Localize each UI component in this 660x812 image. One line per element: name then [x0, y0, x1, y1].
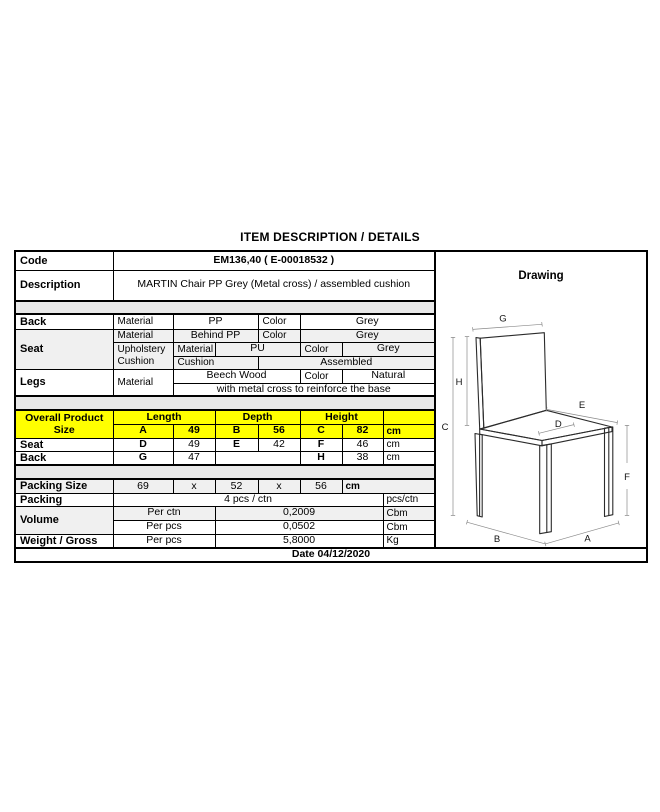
back-label: Back — [15, 314, 113, 329]
dim-line-G — [473, 322, 543, 332]
dim-label-c: C — [441, 422, 449, 433]
packing-size-x2: x — [258, 479, 300, 493]
dim-line-H — [465, 337, 469, 426]
packing-size-v2: 52 — [215, 479, 258, 493]
dim-label-e: E — [578, 400, 586, 411]
upholstery-color-value: Grey — [342, 342, 435, 356]
back-height-key: H — [300, 451, 342, 465]
size-seat-label: Seat — [15, 438, 113, 451]
volume-pcs-value: 0,0502 — [215, 520, 383, 534]
seat-size-unit: cm — [383, 438, 435, 451]
legs-label: Legs — [15, 369, 113, 396]
seat-material-value: Behind PP — [173, 329, 258, 342]
chair-backrest — [480, 333, 546, 429]
dim-line-B — [466, 520, 546, 546]
size-header-label: Overall Product Size — [15, 410, 113, 438]
seat-depth-value: 42 — [258, 438, 300, 451]
back-size-empty — [215, 451, 300, 465]
packing-label: Packing — [15, 493, 113, 506]
dim-line-A — [545, 521, 619, 544]
seat-height-value: 46 — [342, 438, 383, 451]
cushion-value: Assembled — [258, 356, 435, 369]
date-row — [15, 548, 647, 562]
size-depth-header: Depth — [215, 410, 300, 424]
legs-color-value: Natural — [342, 369, 435, 383]
size-back-label: Back — [15, 451, 113, 465]
chair-backrest-side-edge — [476, 338, 484, 429]
volume-pcs-unit: Cbm — [383, 520, 435, 534]
legs-color-label: Color — [300, 369, 342, 383]
spacer — [15, 396, 435, 410]
chair-leg-front — [540, 444, 552, 534]
seat-height-key: F — [300, 438, 342, 451]
packing-size-v3: 56 — [300, 479, 342, 493]
back-color-value: Grey — [300, 314, 435, 329]
upholstery-line2: Cushion — [117, 355, 155, 367]
chair-seat-edge-left — [480, 429, 542, 446]
weight-pcs-label: Per pcs — [113, 534, 215, 548]
drawing-title: Drawing — [518, 270, 564, 282]
back-material-label: Material — [113, 314, 173, 329]
packing-size-unit: cm — [342, 479, 435, 493]
packing-value: 4 pcs / ctn — [113, 493, 383, 506]
chair-drawing — [436, 252, 647, 548]
spacer — [15, 301, 435, 314]
size-header-empty — [383, 410, 435, 424]
description-value: MARTIN Chair PP Grey (Metal cross) / assembled cushion — [113, 270, 435, 301]
back-size-unit: cm — [383, 451, 435, 465]
code-value: EM136,40 ( E-00018532 ) — [113, 251, 435, 270]
seat-length-value: 49 — [173, 438, 215, 451]
weight-label: Weight / Gross — [15, 534, 113, 548]
volume-ctn-unit: Cbm — [383, 506, 435, 520]
legs-material-label: Material — [113, 369, 173, 396]
upholstery-color-label: Color — [300, 342, 342, 356]
back-material-value: PP — [173, 314, 258, 329]
chair-leg-left — [475, 434, 482, 518]
volume-ctn-value: 0,2009 — [215, 506, 383, 520]
seat-label: Seat — [15, 329, 113, 369]
page-title: ITEM DESCRIPTION / DETAILS — [240, 230, 420, 244]
seat-upholstery-label — [113, 342, 173, 369]
size-length-header: Length — [113, 410, 215, 424]
weight-value: 5,8000 — [215, 534, 383, 548]
overall-height-key: C — [300, 424, 342, 438]
overall-length-value: 49 — [173, 424, 215, 438]
volume-pcs-label: Per pcs — [113, 520, 215, 534]
code-label: Code — [15, 251, 113, 270]
description-label: Description — [15, 270, 113, 301]
seat-material-label: Material — [113, 329, 173, 342]
upholstery-line1: Upholstery — [117, 344, 166, 355]
volume-ctn-label: Per ctn — [113, 506, 215, 520]
back-length-value: 47 — [173, 451, 215, 465]
seat-depth-key: E — [215, 438, 258, 451]
dim-label-d: D — [554, 419, 562, 431]
overall-depth-value: 56 — [258, 424, 300, 438]
size-height-header: Height — [300, 410, 383, 424]
overall-depth-key: B — [215, 424, 258, 438]
date-value: Date 04/12/2020 — [15, 548, 647, 562]
overall-height-value: 82 — [342, 424, 383, 438]
dim-label-b: B — [493, 534, 501, 545]
cushion-label: Cushion — [173, 356, 258, 369]
packing-unit: pcs/ctn — [383, 493, 435, 506]
legs-material-value: Beech Wood — [173, 369, 300, 383]
seat-color-label: Color — [258, 329, 300, 342]
dim-label-f: F — [624, 472, 630, 483]
weight-unit: Kg — [383, 534, 435, 548]
back-color-label: Color — [258, 314, 300, 329]
upholstery-material-label: Material — [173, 342, 215, 356]
seat-color-value: Grey — [300, 329, 435, 342]
dim-line-C — [451, 337, 455, 515]
dim-label-h: H — [455, 377, 463, 388]
packing-size-x1: x — [173, 479, 215, 493]
back-height-value: 38 — [342, 451, 383, 465]
spec-table — [14, 250, 648, 563]
upholstery-material-value: PU — [215, 342, 300, 356]
legs-note: with metal cross to reinforce the base — [173, 383, 435, 396]
dim-label-g: G — [499, 313, 507, 325]
overall-length-key: A — [113, 424, 173, 438]
drawing-panel — [435, 251, 647, 548]
packing-size-v1: 69 — [113, 479, 173, 493]
packing-size-label: Packing Size — [15, 479, 113, 493]
dim-line-F — [625, 425, 629, 515]
seat-length-key: D — [113, 438, 173, 451]
spacer — [15, 465, 435, 479]
back-length-key: G — [113, 451, 173, 465]
code-row — [15, 251, 647, 270]
volume-label: Volume — [15, 506, 113, 534]
overall-unit: cm — [383, 424, 435, 438]
dim-label-a: A — [584, 533, 591, 545]
